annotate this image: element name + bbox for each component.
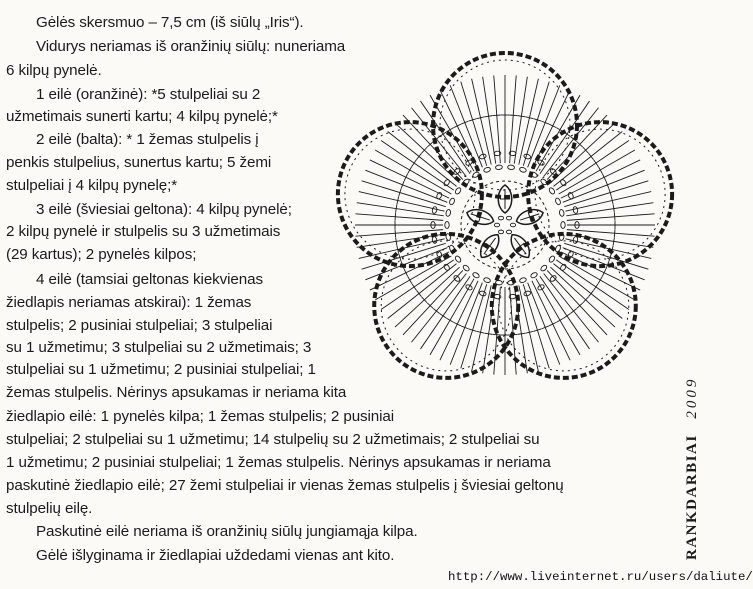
stitch-crossbar [602,174,605,181]
stitch-crossbar [412,284,417,291]
chain-stitch [436,250,443,258]
chain-stitch [555,245,562,253]
stitch-spoke [563,170,645,202]
stitch-crossbar [485,116,493,117]
stitch-spoke [567,214,655,221]
text-line-20: 1 užmetimu; 2 pusiniai stulpeliai; 1 žemas stulpelis. Nėrinys apsukamas ir neriama [6,454,551,471]
stitch-spoke [523,284,549,368]
stitch-spoke [510,75,517,163]
stitch-crossbar [613,205,614,213]
stitch-spoke [536,95,580,171]
chain-stitch [559,179,567,187]
stitch-crossbar [447,128,454,132]
chain-stitch [559,263,567,271]
stitch-spoke [514,77,527,164]
text-line-9: 3 eilė (šviesiai geltona): 4 kilpų pynelė; [36,201,292,218]
stitch-spoke [411,273,466,342]
stitch-spoke [450,283,482,365]
stitch-crossbar [549,322,556,325]
chain-stitch [483,277,491,283]
stitch-spoke [483,77,496,164]
stitch-crossbar [509,115,517,116]
stitch-crossbar [602,269,605,276]
text-line-3: 6 kilpų pynelė. [6,62,102,79]
chain-stitch [567,250,574,258]
stitch-crossbar [454,124,461,127]
chain-stitch [530,272,538,279]
stitch-crossbar [614,213,615,221]
stitch-spoke [519,79,539,165]
stitch-spoke [472,285,492,371]
chain-stitch [561,222,565,229]
stitch-crossbar [396,237,397,245]
stitch-spoke [388,264,457,319]
stitch-spoke [519,285,539,371]
stitch-spoke [357,203,444,216]
stitch-spoke [359,192,445,212]
cluster-stitch [465,206,496,227]
stitch-crossbar [440,314,447,319]
stitch-crossbar [594,160,599,167]
stitch-crossbar [395,229,396,237]
chain-stitch [548,187,556,195]
stitch-crossbar [440,132,447,137]
stitch-spoke [355,214,443,221]
chain-stitch [479,153,487,159]
stitch-crossbar [417,153,422,159]
stitch-crossbar [447,318,454,322]
stitch-crossbar [485,333,493,334]
stitch-crossbar [517,116,525,117]
stitch-spoke [565,239,651,259]
stitch-spoke [365,248,447,280]
stitch-spoke [365,170,447,202]
chain-stitch [495,165,502,170]
stitch-spoke [566,203,653,216]
stitch-spoke [430,95,474,171]
stitch-crossbar [404,269,407,276]
stitch-spoke [566,234,653,247]
chain-stitch [454,187,462,195]
stitch-spoke [494,75,501,163]
chain-stitch [548,255,556,263]
chain-stitch [507,165,514,170]
text-line-18: žiedlapio eilė: 1 pynelės kilpa; 1 žemas stulpelis; 2 pusiniai [6,408,395,425]
chain-stitch [445,209,451,217]
text-line-14: stulpelis; 2 pusiniai stulpeliai; 3 stulpeliai [6,317,273,334]
center-chain-stitch [498,216,503,220]
stitch-crossbar [517,333,525,334]
chain-stitch [436,192,443,200]
stitch-spoke [550,267,615,327]
chain-stitch [540,178,548,186]
stitch-spoke [355,230,443,237]
stitch-spoke [388,131,457,186]
text-line-15: su 1 užmetimu; 3 stulpeliai su 2 užmetimais; 3 [6,339,312,356]
center-chain-stitch [498,230,503,234]
text-line-22: stulpelių eilę. [6,500,93,517]
stitch-crossbar [557,128,564,132]
stitch-spoke [565,192,651,212]
diagram-stitch-spokes [355,75,655,375]
center-chain-stitch [506,216,511,220]
text-line-5: užmetimais sunerti kartu; 4 kilpų pynelė;* [6,108,278,125]
center-chain-stitch [494,223,499,227]
publication-year: 2009 [684,376,700,419]
text-line-6: 2 eilė (balta): * 1 žemas stulpelis į [36,131,259,148]
stitch-spoke [528,283,560,365]
stitch-crossbar [589,290,594,296]
stitch-crossbar [594,284,599,291]
petal-outline [492,234,636,378]
chain-stitch [445,222,449,229]
chain-stitch [449,197,456,205]
side-label [664,360,700,560]
stitch-crossbar [570,309,576,314]
stitch-crossbar [395,213,396,221]
text-line-24: Gėlė išlyginama ir žiedlapiai uždedami vienas ant kito. [36,547,395,564]
stitch-spoke [528,85,560,167]
text-line-2: Vidurys neriamas iš oranžinių siūlų: nuneriama [36,38,346,55]
text-line-7: penkis stulpelius, sunertus kartu; 5 žemi [6,154,272,171]
stitch-spoke [472,79,492,165]
text-line-8: stulpeliai į 4 kilpų pynelę;* [6,177,178,194]
stitch-spoke [395,267,460,327]
stitch-crossbar [614,229,615,237]
watermark-url[interactable]: http://www.liveinternet.ru/users/daliute/ [448,570,753,584]
chain-stitch [519,277,527,283]
stitch-spoke [547,270,607,335]
chain-stitch [432,206,438,214]
stitch-crossbar [598,167,602,174]
chain-stitch [472,272,480,279]
stitch-crossbar [417,290,422,296]
stitch-crossbar [404,174,407,181]
text-line-10: 2 kilpų pynelė ir stulpelis su 3 užmetimais [6,223,281,240]
stitch-spoke [563,248,645,280]
stitch-spoke [510,287,517,375]
chain-stitch [449,245,456,253]
stitch-spoke [362,181,446,207]
text-line-4: 1 eilė (oranžinė): *5 stulpeliai su 2 [36,86,261,103]
stitch-crossbar [493,115,501,116]
center-chain-stitch [506,230,511,234]
stitch-spoke [430,279,474,355]
chain-stitch [479,290,487,296]
chain-stitch [555,197,562,205]
cluster-stitch [514,206,545,227]
chain-stitch [495,280,502,285]
text-line-12: 4 eilė (tamsiai geltonas kiekvienas [36,271,263,288]
chain-stitch [519,167,527,173]
stitch-spoke [450,85,482,167]
stitch-spoke [357,234,444,247]
stitch-crossbar [454,322,461,325]
publisher-name: RANKDARBIAI [684,434,700,560]
stitch-crossbar [493,334,501,335]
stitch-spoke [544,273,599,342]
stitch-crossbar [589,153,594,159]
stitch-crossbar [613,237,614,245]
stitch-spoke [403,270,463,335]
chain-stitch [483,167,491,173]
chain-stitch [573,206,579,214]
stitch-spoke [536,279,580,355]
stitch-crossbar [433,309,439,314]
stitch-crossbar [412,160,417,167]
cluster-stitch [498,185,512,213]
chain-stitch [523,153,531,159]
text-line-1: Gėlės skersmuo – 7,5 cm (iš siūlų „Iris“). [36,14,304,31]
text-line-23: Paskutinė eilė neriama iš oranžinių siūlų jungiamąja kilpa. [36,523,418,540]
stitch-spoke [461,82,487,166]
stitch-spoke [553,264,622,319]
text-line-11: (29 kartus); 2 pynelės kilpos; [6,246,197,263]
text-line-21: paskutinė žiedlapio eilė; 27 žemi stulpeliai ir vienas žemas stulpelis į šviesiai geltonų [6,477,564,494]
chain-stitch [454,255,462,263]
text-line-19: stulpeliai; 2 stulpeliai su 1 užmetimu; 14 stulpelių su 2 užmetimais; 2 stulpeliai su [6,431,540,448]
stitch-crossbar [549,124,556,127]
stitch-crossbar [408,167,412,174]
chain-stitch [559,209,565,217]
stitch-crossbar [509,334,517,335]
chain-stitch [432,236,438,244]
chain-stitch [443,263,451,271]
stitch-spoke [553,131,622,186]
petal-outline [528,122,672,266]
stitch-spoke [564,181,648,207]
stitch-spoke [461,284,487,368]
stitch-crossbar [408,277,412,284]
stitch-crossbar [396,205,397,213]
chain-stitch [462,264,470,272]
stitch-crossbar [564,314,571,319]
stitch-spoke [523,82,549,166]
chain-stitch [540,264,548,272]
text-line-16: stulpeliai su 1 užmetimu; 2 pusiniai stulpeliai; 1 [6,361,316,378]
chain-stitch [567,192,574,200]
stitch-crossbar [598,277,602,284]
chain-stitch [523,290,531,296]
crochet-flower-diagram [315,30,655,385]
text-line-13: žiedlapis neriamas atskirai): 1 žemas [6,294,252,311]
chain-stitch [443,179,451,187]
text-line-17: žemas stulpelis. Nėrinys apsukamas ir neriama kita [6,384,347,401]
stitch-crossbar [557,318,564,322]
center-chain-stitch [510,223,515,227]
